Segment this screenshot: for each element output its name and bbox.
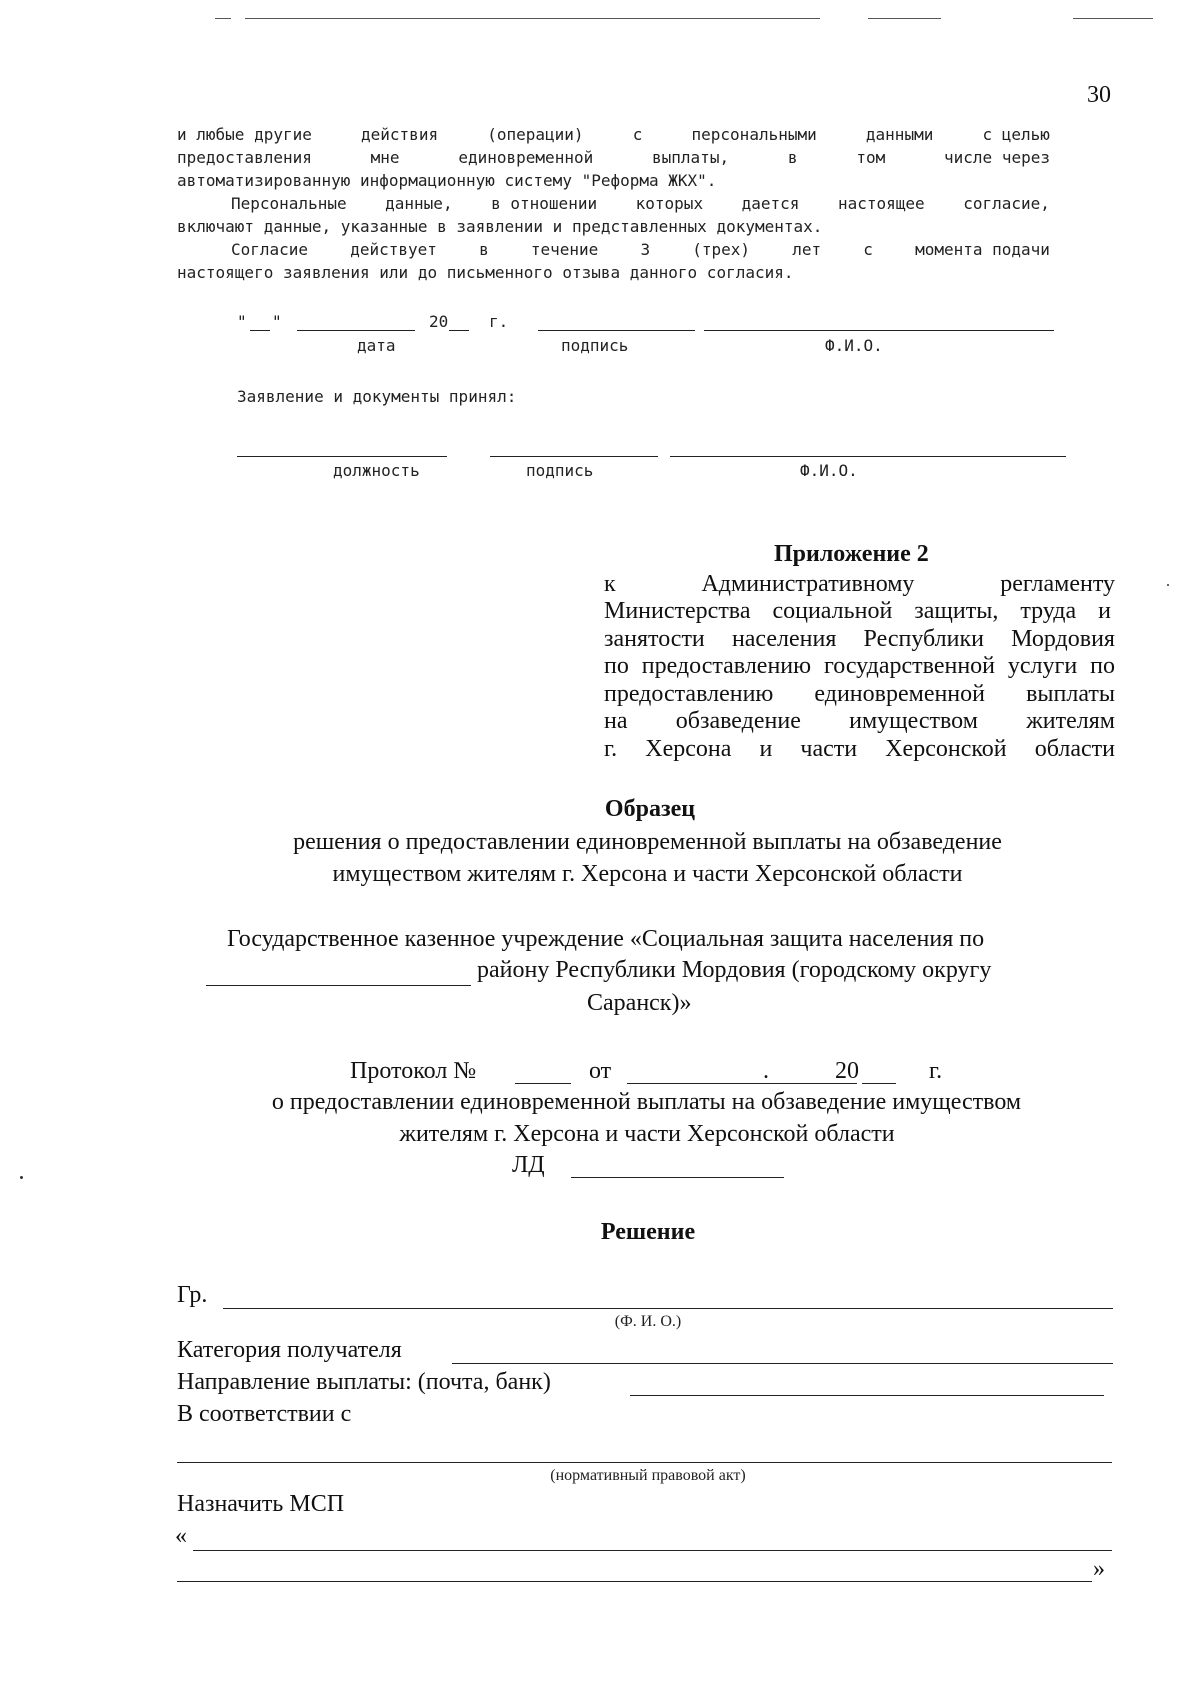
month-blank[interactable] bbox=[297, 330, 415, 331]
category-label: Категория получателя bbox=[177, 1337, 402, 1363]
word: (операции) bbox=[487, 125, 584, 144]
protocol-label: Протокол № bbox=[350, 1058, 477, 1084]
consent-line-2 bbox=[177, 148, 1050, 167]
acceptor-fio-blank[interactable] bbox=[670, 456, 1066, 457]
word: момента подачи bbox=[915, 240, 1050, 259]
assign-blank-1[interactable] bbox=[193, 1550, 1112, 1551]
word: в отношении bbox=[491, 194, 598, 213]
word: Херсона bbox=[645, 736, 732, 762]
word: Херсонской bbox=[885, 736, 1007, 762]
word: к bbox=[604, 571, 616, 597]
sample-line-1: решения о предоставлении единовременной выплаты на обзаведение bbox=[293, 829, 1002, 855]
fio-blank[interactable] bbox=[704, 330, 1054, 331]
year-prefix: 20 bbox=[429, 312, 449, 331]
label-acceptor-fio: Ф.И.О. bbox=[800, 461, 858, 480]
word: действует bbox=[350, 240, 437, 259]
word: предоставлению bbox=[641, 653, 812, 679]
institution-line-2: району Республики Мордовия (городскому округу bbox=[477, 957, 992, 983]
appendix-line-3 bbox=[604, 626, 1115, 653]
institution-line-1: Государственное казенное учреждение «Социальная защита населения по bbox=[227, 926, 985, 952]
word: Персональные bbox=[231, 194, 347, 213]
word: на bbox=[604, 708, 628, 734]
word: предоставлению bbox=[604, 681, 774, 707]
ld-blank[interactable] bbox=[571, 1177, 784, 1178]
label-position: должность bbox=[333, 461, 420, 480]
protocol-line-3: жителям г. Херсона и части Херсонской области bbox=[399, 1121, 895, 1147]
word: течение bbox=[530, 240, 599, 259]
assign-blank-2[interactable] bbox=[177, 1581, 1092, 1582]
word: в bbox=[479, 240, 489, 259]
word: и bbox=[1098, 598, 1111, 624]
acceptor-signature-blank[interactable] bbox=[490, 456, 658, 457]
consent-line-1 bbox=[177, 125, 1050, 144]
word: занятости bbox=[604, 626, 705, 652]
citizen-label: Гр. bbox=[177, 1282, 208, 1308]
appendix-title: Приложение 2 bbox=[774, 541, 929, 567]
year-blank[interactable] bbox=[449, 330, 469, 331]
word: государственной bbox=[823, 653, 996, 679]
citizen-fio-blank[interactable] bbox=[223, 1308, 1113, 1309]
ld-label: ЛД bbox=[512, 1152, 545, 1178]
label-fio: Ф.И.О. bbox=[825, 336, 883, 355]
word: регламенту bbox=[1000, 571, 1115, 597]
district-blank[interactable] bbox=[206, 985, 471, 986]
word: 3 bbox=[640, 240, 651, 259]
category-blank[interactable] bbox=[452, 1363, 1113, 1364]
quote-close-guillemet: » bbox=[1093, 1556, 1105, 1582]
act-caption: (нормативный правовой акт) bbox=[550, 1467, 746, 1484]
year-suffix: г. bbox=[489, 312, 509, 331]
word: обзаведение bbox=[675, 708, 801, 734]
consent-line-7: настоящего заявления или до письменного отзыва данного согласия. bbox=[177, 263, 794, 282]
direction-blank[interactable] bbox=[630, 1395, 1104, 1396]
word: персональными bbox=[691, 125, 817, 144]
protocol-year-suffix: г. bbox=[929, 1058, 943, 1084]
protocol-dot: . bbox=[763, 1058, 769, 1084]
institution-line-3: Саранск)» bbox=[587, 990, 692, 1016]
word: согласие, bbox=[963, 194, 1050, 213]
appendix-line-4 bbox=[604, 653, 1115, 680]
sample-title: Образец bbox=[604, 796, 696, 822]
word: части bbox=[800, 736, 858, 762]
word: и любые другие bbox=[177, 125, 312, 144]
page-number: 30 bbox=[1087, 82, 1111, 108]
legal-act-blank[interactable] bbox=[177, 1462, 1112, 1463]
word: Мордовия bbox=[1011, 626, 1115, 652]
word: (трех) bbox=[692, 240, 751, 259]
word: единовременной bbox=[814, 681, 985, 707]
consent-line-3: автоматизированную информационную систему "Реформа ЖКХ". bbox=[177, 171, 717, 190]
word: дается bbox=[741, 194, 800, 213]
appendix-line-5 bbox=[604, 681, 1115, 708]
quote-close: " bbox=[272, 312, 282, 331]
position-blank[interactable] bbox=[237, 456, 447, 457]
protocol-from: от bbox=[589, 1058, 612, 1084]
word: с bbox=[863, 240, 873, 259]
appendix-line-2 bbox=[604, 598, 1111, 625]
word: лет bbox=[792, 240, 822, 259]
word: труда bbox=[1020, 598, 1077, 624]
label-date: дата bbox=[357, 336, 396, 355]
word: по bbox=[1090, 653, 1115, 679]
consent-line-6 bbox=[231, 240, 1050, 259]
word: имуществом bbox=[849, 708, 978, 734]
protocol-number-blank[interactable] bbox=[515, 1083, 571, 1084]
word: и bbox=[759, 736, 773, 762]
word: числе через bbox=[944, 148, 1050, 167]
word: том bbox=[856, 148, 886, 167]
word: по bbox=[604, 653, 629, 679]
word: выплаты, bbox=[652, 148, 730, 167]
word: защиты, bbox=[914, 598, 999, 624]
word: которых bbox=[635, 194, 704, 213]
word: услуги bbox=[1007, 653, 1078, 679]
accepted-text: Заявление и документы принял: bbox=[237, 387, 517, 406]
word: действия bbox=[361, 125, 439, 144]
word: Административному bbox=[701, 571, 915, 597]
word: области bbox=[1034, 736, 1115, 762]
protocol-year: 20 bbox=[835, 1058, 859, 1084]
accordance-label: В соответствии с bbox=[177, 1401, 352, 1427]
word: жителям bbox=[1026, 708, 1115, 734]
word: единовременной bbox=[458, 148, 594, 167]
word: социальной bbox=[772, 598, 893, 624]
word: с bbox=[632, 125, 643, 144]
quote-open: " bbox=[237, 312, 247, 331]
appendix-line-7 bbox=[604, 736, 1115, 763]
word: данными bbox=[865, 125, 934, 144]
quote-open-guillemet: « bbox=[175, 1523, 187, 1549]
sample-line-2: имуществом жителям г. Херсона и части Херсонской области bbox=[332, 861, 963, 887]
word: Республики bbox=[863, 626, 984, 652]
appendix-line-1 bbox=[604, 571, 1115, 598]
consent-line-4 bbox=[231, 194, 1050, 213]
decision-title: Решение bbox=[600, 1219, 696, 1245]
label-signature: подпись bbox=[561, 336, 629, 355]
label-acceptor-signature: подпись bbox=[526, 461, 594, 480]
word: настоящее bbox=[837, 194, 925, 213]
word: данные, bbox=[385, 194, 453, 213]
scan-speck bbox=[1167, 584, 1169, 586]
word: Согласие bbox=[231, 240, 309, 259]
word: выплаты bbox=[1026, 681, 1115, 707]
protocol-line-2: о предоставлении единовременной выплаты на обзаведение имуществом bbox=[271, 1089, 1022, 1115]
protocol-year-blank[interactable] bbox=[862, 1083, 896, 1084]
scan-speck bbox=[20, 1176, 23, 1179]
day-blank[interactable] bbox=[250, 330, 270, 331]
word: в bbox=[787, 148, 798, 167]
word: мне bbox=[370, 148, 400, 167]
word: предоставления bbox=[177, 148, 312, 167]
word: г. bbox=[604, 736, 618, 762]
protocol-date-blank[interactable] bbox=[627, 1083, 857, 1084]
fio-caption: (Ф. И. О.) bbox=[614, 1313, 682, 1330]
word: с целью bbox=[982, 125, 1050, 144]
appendix-line-6 bbox=[604, 708, 1115, 735]
assign-label: Назначить МСП bbox=[177, 1491, 345, 1517]
direction-label: Направление выплаты: (почта, банк) bbox=[177, 1369, 551, 1395]
consent-line-5: включают данные, указанные в заявлении и представленных документах. bbox=[177, 217, 823, 236]
word: населения bbox=[731, 626, 837, 652]
signature-blank[interactable] bbox=[538, 330, 695, 331]
word: Министерства bbox=[604, 598, 751, 624]
